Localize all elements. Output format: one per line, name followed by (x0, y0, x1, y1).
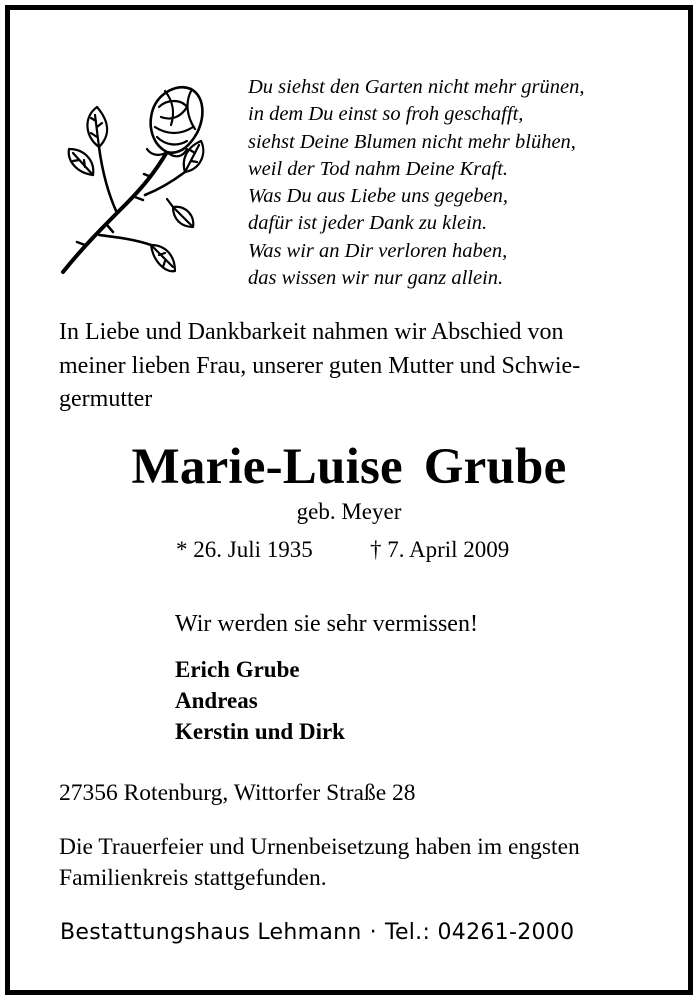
mourner-name: Kerstin und Dirk (175, 719, 345, 744)
poem-line: dafür ist jeder Dank zu klein. (248, 212, 488, 235)
poem (248, 74, 668, 292)
maiden-name: geb. Meyer (296, 499, 402, 524)
birth-date: * 26. Juli 1935 (176, 537, 313, 562)
rose-icon (55, 77, 210, 277)
intro-text (59, 316, 649, 417)
farewell-message: Wir werden sie sehr vermissen! (175, 611, 478, 637)
footer-separator: · (369, 920, 377, 945)
ceremony-note (59, 832, 659, 894)
intro-line: meiner lieben Frau, unserer guten Mutter und Schwie- (59, 352, 581, 379)
funeral-home-phone: Tel.: 04261-2000 (384, 920, 575, 945)
mourners-list (175, 654, 345, 747)
intro-line: In Liebe und Dankbarkeit nahmen wir Abschied von (59, 319, 564, 345)
intro-line: germutter (59, 386, 153, 412)
poem-line: Du siehst den Garten nicht mehr grünen, (248, 76, 585, 98)
death-date: † 7. April 2009 (370, 537, 510, 562)
poem-line: siehst Deine Blumen nicht mehr blühen, (248, 130, 576, 153)
ceremony-line: Familienkreis stattgefunden. (59, 865, 327, 891)
funeral-home-name: Bestattungshaus Lehmann (60, 920, 362, 945)
poem-line: Was Du aus Liebe uns gegeben, (248, 185, 509, 208)
mourner-name: Erich Grube (175, 657, 300, 682)
poem-line: Was wir an Dir verloren haben, (248, 239, 508, 262)
poem-line: das wissen wir nur ganz allein. (248, 267, 504, 290)
mourner-name: Andreas (175, 688, 258, 713)
ceremony-line: Die Trauerfeier und Urnenbeisetzung haben im engsten (59, 834, 580, 860)
deceased-name: Marie-Luise Grube (131, 439, 567, 495)
address: 27356 Rotenburg, Wittorfer Straße 28 (59, 780, 416, 806)
funeral-home-footer (60, 918, 574, 948)
poem-line: in dem Du einst so froh geschafft, (248, 103, 524, 126)
life-dates (176, 535, 510, 565)
poem-line: weil der Tod nahm Deine Kraft. (248, 157, 509, 180)
